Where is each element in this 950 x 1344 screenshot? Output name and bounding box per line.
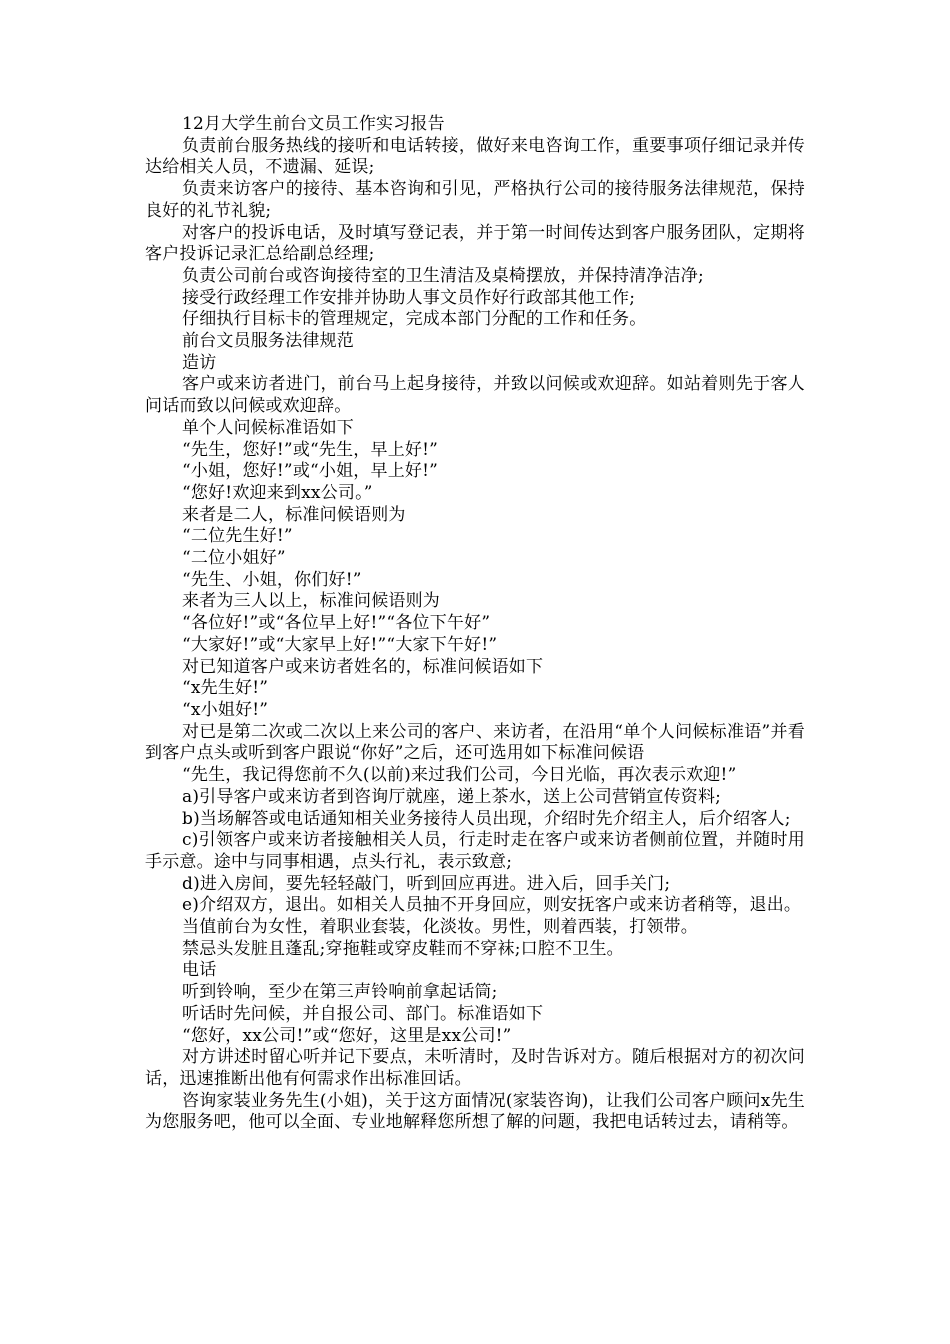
section-heading: 前台文员服务法律规范 (182, 331, 354, 352)
greeting-line: “二位先生好!” (182, 526, 293, 547)
body-paragraph: 对已知道客户或来访者姓名的，标准问候语如下 (182, 656, 544, 677)
body-paragraph: 禁忌头发脏且蓬乱;穿拖鞋或穿皮鞋而不穿袜;口腔不卫生。 (182, 938, 624, 959)
body-paragraph: 单个人问候标准语如下 (182, 417, 354, 438)
document-title: 12月大学生前台文员工作实习报告 (182, 114, 445, 134)
greeting-line: “各位好!”或“各位早上好!”“各位下午好” (182, 613, 491, 634)
document-body (145, 114, 805, 1134)
greeting-line: “您好，xx公司!”或“您好，这里是xx公司!” (182, 1025, 512, 1046)
greeting-line: “大家好!”或“大家早上好!”“大家下午好!” (182, 634, 498, 655)
duty-item: 仔细执行目标卡的管理规定，完成本部门分配的工作和任务。 (182, 309, 647, 330)
duty-item: 负责前台服务热线的接听和电话转接，做好来电咨询工作，重要事项仔细记录并传达给相关人员，不遗漏、延误; (145, 135, 805, 178)
body-paragraph: 客户或来访者进门，前台马上起身接待，并致以问候或欢迎辞。如站着则先于客人问话而致以问候或欢迎辞。 (145, 374, 805, 417)
greeting-line: “x小姐好!” (182, 699, 269, 720)
subsection-heading: 电话 (182, 960, 217, 981)
body-paragraph: 听到铃响，至少在第三声铃响前拿起话筒; (182, 982, 498, 1003)
procedure-step: b)当场解答或电话通知相关业务接待人员出现，介绍时先介绍主人，后介绍客人; (182, 808, 791, 829)
body-paragraph: 对方讲述时留心听并记下要点，未听清时，及时告诉对方。随后根据对方的初次问话，迅速推断出他有何需求作出标准回话。 (145, 1047, 805, 1089)
body-paragraph: 对已是第二次或二次以上来公司的客户、来访者，在沿用“单个人问候标准语”并看到客户点头或听到客户跟说“你好”之后，还可选用如下标准问候语 (145, 721, 805, 764)
duty-item: 负责来访客户的接待、基本咨询和引见，严格执行公司的接待服务法律规范，保持良好的礼节礼貌; (145, 179, 805, 221)
greeting-line: “小姐，您好!”或“小姐，早上好!” (182, 461, 439, 482)
greeting-line: “先生，您好!”或“先生，早上好!” (182, 439, 439, 460)
greeting-line: “先生，我记得您前不久(以前)来过我们公司，今日光临，再次表示欢迎!” (182, 765, 737, 786)
duty-item: 负责公司前台或咨询接待室的卫生清洁及桌椅摆放，并保持清净洁净; (182, 265, 704, 286)
procedure-step: e)介绍双方，退出。如相关人员抽不开身回应，则安抚客户或来访者稍等，退出。 (182, 895, 802, 916)
subsection-heading: 造访 (182, 352, 217, 373)
greeting-line: “先生、小姐，你们好!” (182, 569, 362, 590)
body-paragraph: 来者为三人以上，标准问候语则为 (182, 591, 440, 612)
greeting-line: “x先生好!” (182, 678, 269, 699)
greeting-line: “您好!欢迎来到xx公司。” (182, 482, 373, 503)
procedure-step: a)引导客户或来访者到咨询厅就座，递上茶水，送上公司营销宣传资料; (182, 786, 722, 807)
body-paragraph: 来者是二人，标准问候语则为 (182, 504, 406, 525)
body-paragraph: 咨询家装业务先生(小姐)，关于这方面情况(家装咨询)，让我们公司客户顾问x先生为您服务吧，他可以全面、专业地解释您所想了解的问题，我把电话转过去，请稍等。 (145, 1090, 805, 1133)
procedure-step: c)引领客户或来访者接触相关人员，行走时走在客户或来访者侧前位置，并随时用手示意。途中与同事相遇，点头行礼，表示致意; (145, 830, 805, 872)
procedure-step: d)进入房间，要先轻轻敲门，听到回应再进。进入后，回手关门; (182, 873, 671, 894)
body-paragraph: 听话时先问候，并自报公司、部门。标准语如下 (182, 1003, 544, 1024)
greeting-line: “二位小姐好” (182, 548, 286, 569)
duty-item: 接受行政经理工作安排并协助人事文员作好行政部其他工作; (182, 287, 636, 308)
body-paragraph: 当值前台为女性，着职业套装，化淡妆。男性，则着西装，打领带。 (182, 917, 698, 938)
duty-item: 对客户的投诉电话，及时填写登记表，并于第一时间传达到客户服务团队，定期将客户投诉记录汇总给副总经理; (145, 222, 805, 265)
